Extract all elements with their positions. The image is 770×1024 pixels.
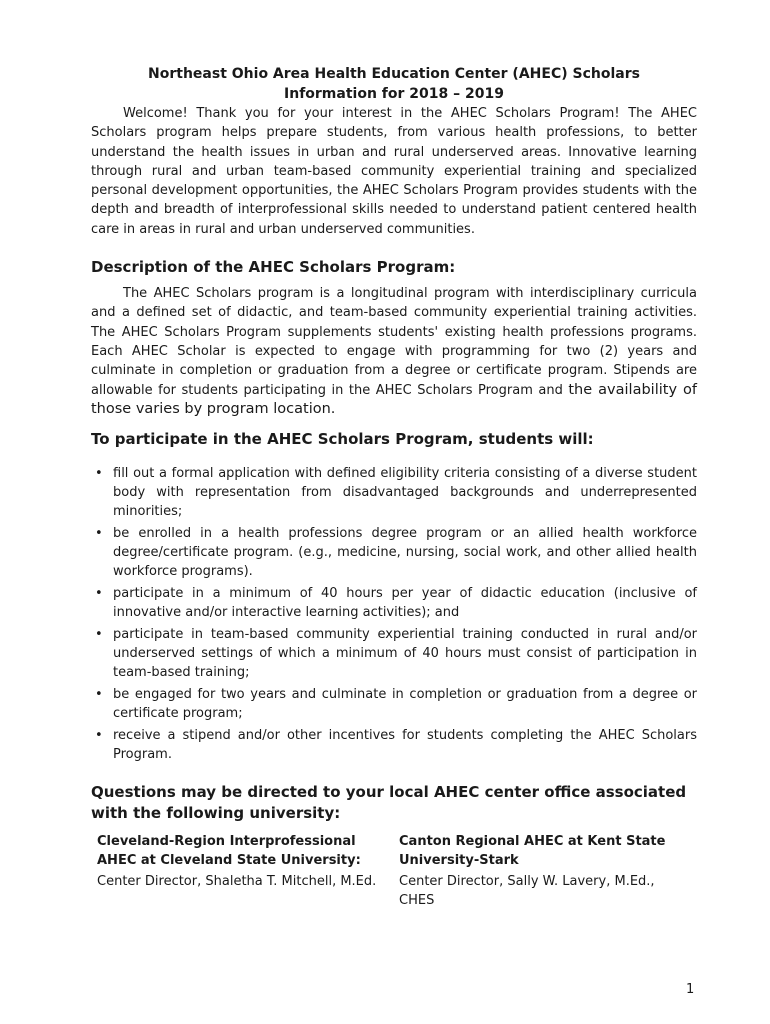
list-item-text: be engaged for two years and culminate in completion or graduation from a degree or certificate program; [113,687,697,722]
page-number: 1 [686,982,695,997]
center-contacts [91,832,697,910]
list-item [91,685,697,723]
description-paragraph [91,284,697,419]
list-item-text: participate in team-based community experiential training conducted in rural and/or underserved settings of which a minimum of 40 hours must consist of participation in team-based training; [113,627,697,681]
list-item-text: receive a stipend and/or other incentives for students completing the AHEC Scholars Program. [113,728,697,763]
list-item [91,726,697,764]
list-item-text: participate in a minimum of 40 hours per year of didactic education (inclusive of innovative and/or interactive learning activities); and [113,586,697,621]
title-line-1: Northeast Ohio Area Health Education Center (AHEC) Scholars [148,66,640,82]
description-text-tail: the availability of those varies by program location. [91,381,697,417]
center-director: Center Director, Shaletha T. Mitchell, M.Ed. [97,874,377,890]
center-contact-canton [399,832,679,910]
center-contact-cleveland [97,832,377,910]
questions-heading: Questions may be directed to your local AHEC center office associated with the following university: [91,783,687,823]
document-title [91,64,697,104]
title-line-2: Information for 2018 – 2019 [284,86,504,102]
bullet-icon: • [95,627,103,643]
bullet-icon: • [95,687,103,703]
document-page [91,64,697,910]
bullet-icon: • [95,586,103,602]
list-item-text: fill out a formal application with defined eligibility criteria consisting of a diverse student body with representation from disadvantaged backgrounds and underrepresented minorities; [113,466,697,520]
list-item [91,584,697,622]
center-director: Center Director, Sally W. Lavery, M.Ed., CHES [399,874,655,909]
list-item-text: be enrolled in a health professions degree program or an allied health workforce degree/certificate program. (e.g., medicine, nursing, social work, and other allied health workforce programs). [113,526,697,580]
bullet-icon: • [95,526,103,542]
bullet-icon: • [95,466,103,482]
description-text: The AHEC Scholars program is a longitudinal program with interdisciplinary curricula and a defined set of didactic, and team-based community experiential training activities. The AHEC Scholars Program supplements students' existing health professions programs. Each AHEC Scholar is expected to engage with programming for two (2) years and culminate in completion or graduation from a degree or certificate program. Stipends are allowable for students participating in the AHEC Scholars Program and [91,286,697,398]
participation-list [91,464,697,764]
center-name: Canton Regional AHEC at Kent State University-Stark [399,834,666,869]
center-name: Cleveland-Region Interprofessional AHEC at Cleveland State University: [97,834,361,869]
bullet-icon: • [95,728,103,744]
list-item [91,524,697,581]
participate-heading: To participate in the AHEC Scholars Program, students will: [91,430,594,449]
list-item [91,464,697,521]
description-heading: Description of the AHEC Scholars Program: [91,258,456,277]
list-item [91,625,697,682]
intro-paragraph: Welcome! Thank you for your interest in the AHEC Scholars Program! The AHEC Scholars program helps prepare students, from various health professions, to better understand the health issues in urban and rural underserved areas. Innovative learning through rural and urban team-based community experiential training and specialized personal development opportunities, the AHEC Scholars Program provides students with the depth and breadth of interprofessional skills needed to understand patient centered health care in areas in rural and urban underserved communities. [91,106,697,237]
